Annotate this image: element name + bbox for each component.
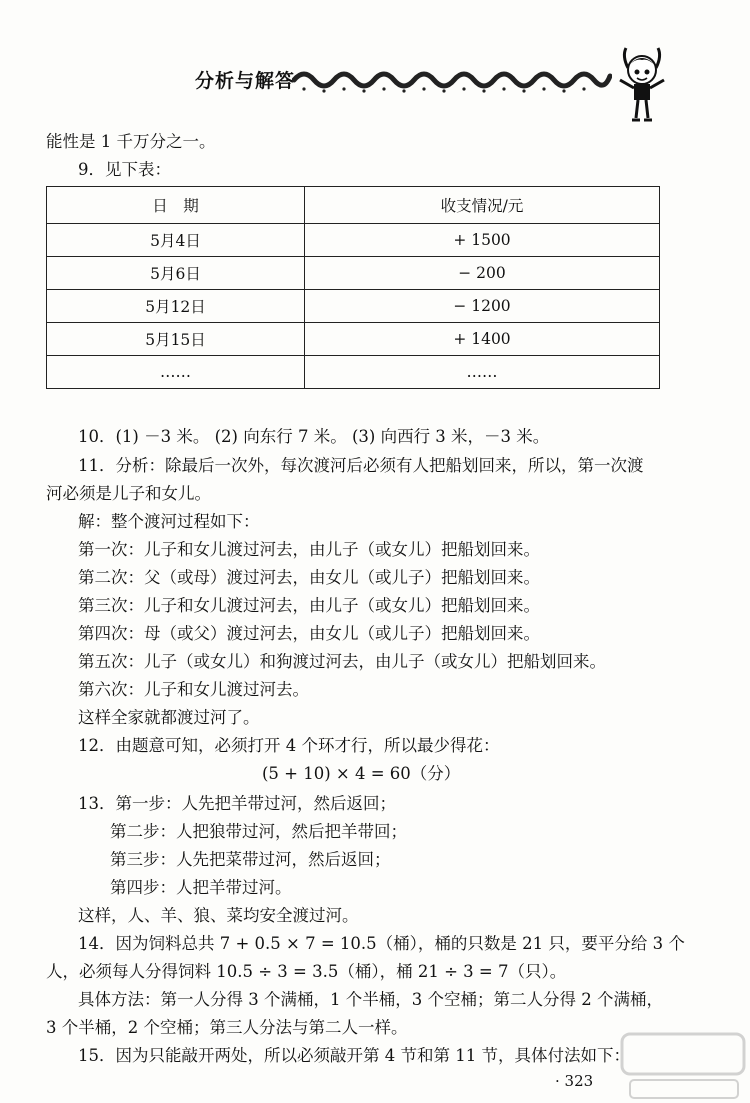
income-expense-table — [46, 186, 660, 389]
table-row — [47, 356, 660, 389]
table-cell-amount: − 1200 — [305, 290, 660, 323]
item-11-step: 第六次：儿子和女儿渡过河去。 — [78, 680, 309, 699]
table-cell-date: 5月6日 — [47, 257, 305, 290]
text-line: 能性是 1 千万分之一。 — [46, 132, 216, 151]
table-header-amount: 收支情况/元 — [305, 187, 660, 224]
item-9-heading: 9．见下表： — [78, 160, 171, 179]
item-11-line: 11．分析：除最后一次外，每次渡河后必须有人把船划回来，所以，第一次渡 — [78, 456, 644, 475]
page-number: · 323 — [555, 1072, 594, 1090]
item-13-step: 第三步：人先把菜带过河，然后返回； — [110, 850, 391, 869]
item-10: 10．(1) －3 米。 (2) 向东行 7 米。 (3) 向西行 3 米，－3 米。 — [78, 427, 550, 446]
item-11-step: 第四次：母（或父）渡过河去，由女儿（或儿子）把船划回来。 — [78, 624, 540, 643]
table-cell-amount: …… — [305, 356, 660, 389]
table-cell-amount: + 1400 — [305, 323, 660, 356]
table-header-row — [47, 187, 660, 224]
item-12-formula: (5 + 10) × 4 = 60（分） — [262, 764, 461, 783]
table-cell-date: 5月12日 — [47, 290, 305, 323]
table-row — [47, 257, 660, 290]
table-row — [47, 224, 660, 257]
item-13-step: 13．第一步：人先把羊带过河，然后返回； — [78, 794, 396, 813]
item-11-step: 第二次：父（或母）渡过河去，由女儿（或儿子）把船划回来。 — [78, 568, 540, 587]
cartoon-mascot-icon — [612, 44, 672, 124]
decorative-wave-banner — [292, 62, 612, 96]
item-14-line: 14．因为饲料总共 7 + 0.5 × 7 = 10.5（桶），桶的只数是 21 只，要平分给 3 个 — [78, 934, 685, 953]
item-14-line: 人，必须每人分得饲料 10.5 ÷ 3 = 3.5（桶），桶 21 ÷ 3 = 7（只）。 — [46, 962, 567, 981]
watermark-logo-icon — [618, 1030, 748, 1102]
table-row — [47, 323, 660, 356]
item-11-step: 第一次：儿子和女儿渡过河去，由儿子（或女儿）把船划回来。 — [78, 540, 540, 559]
table-row — [47, 290, 660, 323]
table-cell-date: 5月15日 — [47, 323, 305, 356]
item-14-line: 具体方法：第一人分得 3 个满桶，1 个半桶，3 个空桶；第二人分得 2 个满桶， — [78, 990, 663, 1009]
item-15-line: 15．因为只能敲开两处，所以必须敲开第 4 节和第 11 节，具体付法如下： — [78, 1046, 630, 1065]
item-13-step: 第四步：人把羊带过河。 — [110, 878, 292, 897]
item-11-line: 河必须是儿子和女儿。 — [46, 484, 211, 503]
table-header-date: 日 期 — [47, 187, 305, 224]
item-11-step: 第三次：儿子和女儿渡过河去，由儿子（或女儿）把船划回来。 — [78, 596, 540, 615]
table-cell-amount: − 200 — [305, 257, 660, 290]
item-14-line: 3 个半桶，2 个空桶；第三人分法与第二人一样。 — [46, 1018, 408, 1037]
table-cell-amount: + 1500 — [305, 224, 660, 257]
item-11-line: 解：整个渡河过程如下： — [78, 512, 260, 531]
item-11-conclusion: 这样全家就都渡过河了。 — [78, 708, 260, 727]
item-13-conclusion: 这样，人、羊、狼、菜均安全渡过河。 — [78, 906, 359, 925]
table-cell-date: 5月4日 — [47, 224, 305, 257]
item-11-step: 第五次：儿子（或女儿）和狗渡过河去，由儿子（或女儿）把船划回来。 — [78, 652, 606, 671]
table-cell-date: …… — [47, 356, 305, 389]
item-12-line: 12．由题意可知，必须打开 4 个环才行，所以最少得花： — [78, 736, 500, 755]
item-13-step: 第二步：人把狼带过河，然后把羊带回； — [110, 822, 407, 841]
section-title: 分析与解答 — [195, 70, 296, 92]
